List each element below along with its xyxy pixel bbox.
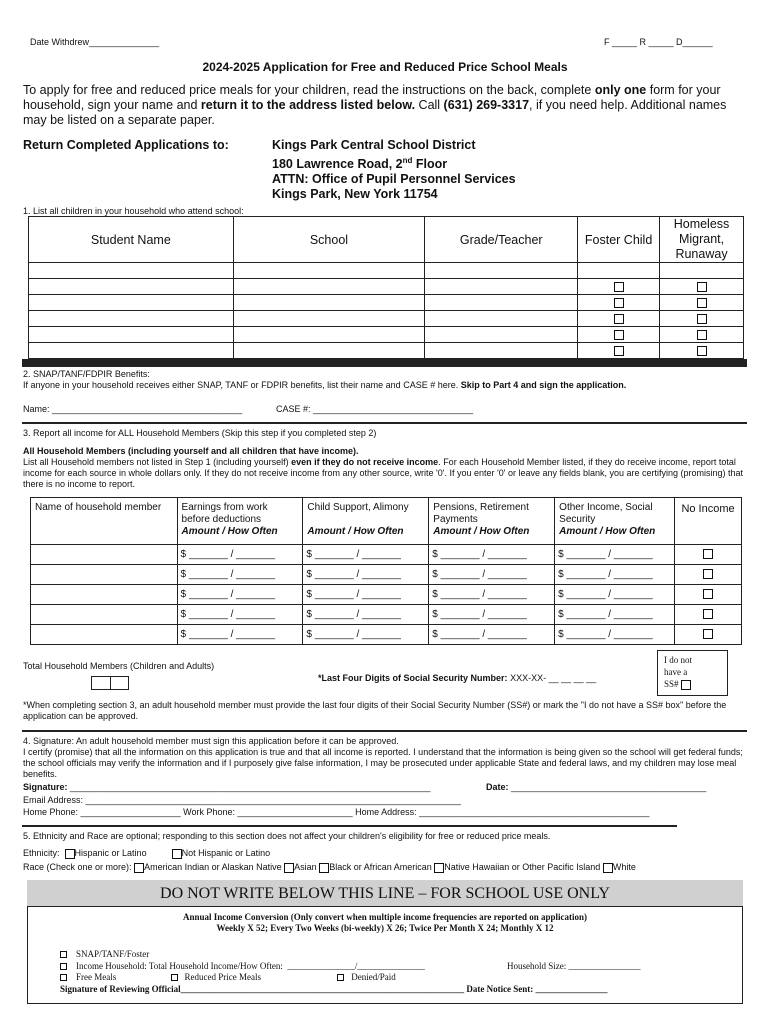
child-row [29,295,744,311]
household-member-row [31,605,742,625]
col-grade-teacher: Grade/Teacher [425,217,578,263]
child-row [29,343,744,359]
child-support-cell[interactable]: $ _______ / _______ [303,585,429,605]
race-black-checkbox[interactable] [319,863,329,873]
grade-teacher-cell[interactable] [425,311,578,327]
grade-teacher-cell[interactable] [425,343,578,359]
foster-checkbox-cell[interactable] [578,295,660,311]
step3-instructions: List all Household members not listed in Step 1 (including yourself) even if they do not receive income. For each Household Member listed, if they do receive income, report total income for each source in whole dollars only. If they do not receive income from any other source, write '0'. If you enter '0' or leave any fields blank, you are certifying (promising) that there is no income to report. [23,457,744,489]
child-support-cell[interactable]: $ _______ / _______ [303,565,429,585]
step3-label: 3. Report all income for ALL Household Members (Skip this step if you completed step 2) [23,428,377,438]
member-name-cell[interactable] [31,585,178,605]
office-snap-checkbox[interactable] [60,951,67,958]
student-name-cell[interactable] [29,343,234,359]
no-income-cell[interactable] [675,605,742,625]
ssn-label: *Last Four Digits of Social Security Number: XXX-XX- __ __ __ __ [318,673,597,683]
ssn-field[interactable]: XXX-XX- __ __ __ __ [510,673,597,683]
member-name-cell[interactable] [31,625,178,645]
child-support-cell[interactable]: $ _______ / _______ [303,545,429,565]
school-cell[interactable] [233,343,425,359]
office-signature-row: Signature of Reviewing Official_______________________________________________________________ Date Notice Sent: ________________ [60,984,608,994]
other-income-cell[interactable]: $ _______ / _______ [555,545,675,565]
pensions-cell[interactable]: $ _______ / _______ [429,625,555,645]
foster-checkbox[interactable] [614,314,624,324]
homeless-checkbox[interactable] [697,330,707,340]
school-cell[interactable] [233,295,425,311]
no-income-checkbox[interactable] [703,589,713,599]
child-support-cell[interactable]: $ _______ / _______ [303,605,429,625]
school-use-header: DO NOT WRITE BELOW THIS LINE – FOR SCHOOL USE ONLY [27,880,743,907]
col-earnings: Earnings from work before deductions Amount / How Often [177,498,303,545]
student-name-cell[interactable] [29,311,234,327]
office-free-checkbox[interactable] [60,974,67,981]
hispanic-checkbox[interactable] [65,849,75,859]
homeless-checkbox-cell[interactable] [660,279,744,295]
earnings-cell[interactable]: $ _______ / _______ [177,605,303,625]
child-row [29,327,744,343]
col-homeless: Homeless Migrant, Runaway [660,217,744,263]
not-hispanic-checkbox[interactable] [172,849,182,859]
step4-label: 4. Signature: An adult household member must sign this application before it can be approved. [23,736,399,746]
race-row: Race (Check one or more): American Indian or Alaskan Native Asian Black or African American Native Hawaiian or Other Pacific Island White [23,862,636,872]
ethnicity-row: Ethnicity: Hispanic or Latino Not Hispanic or Latino [23,848,271,858]
step2-label: 2. SNAP/TANF/FDPIR Benefits: [23,369,150,379]
homeless-checkbox-cell[interactable] [660,311,744,327]
step4-certification: I certify (promise) that all the information on this application is true and that all income is reported. I understand that the information is being given so the school will get federal funds; the school officials may verify the information and if I purposely give false information, I may be prosecuted under applicable State and federal laws, and my children may lose meal benefits. [23,747,743,779]
homeless-checkbox[interactable] [697,346,707,356]
child-row [29,263,744,279]
homeless-checkbox[interactable] [697,298,707,308]
foster-checkbox[interactable] [614,330,624,340]
foster-checkbox[interactable] [614,298,624,308]
foster-checkbox-cell[interactable] [578,279,660,295]
office-denied-checkbox[interactable] [337,974,344,981]
office-snap-row: SNAP/TANF/Foster [60,948,149,960]
foster-checkbox[interactable] [614,346,624,356]
student-name-cell[interactable] [29,263,234,279]
earnings-cell[interactable]: $ _______ / _______ [177,565,303,585]
step1-label: 1. List all children in your household who attend school: [23,206,244,216]
household-member-row [31,625,742,645]
income-table [30,497,742,645]
col-foster-child: Foster Child [578,217,660,263]
conversion-note: Annual Income Conversion (Only convert when multiple income frequencies are reported on application) Weekly X 52; Every Two Weeks (bi-weekly) X 26; Twice Per Month X 24; Monthly X 12 [183,912,587,933]
office-income-row: Income Household: Total Household Income/How Often: _______________/_______________ [60,960,425,972]
earnings-cell[interactable]: $ _______ / _______ [177,625,303,645]
snap-name-field[interactable]: Name: ______________________________________ [23,404,243,414]
date-field[interactable]: Date: _______________________________________ [486,782,707,792]
email-field[interactable]: Email Address: ___________________________________________________________________________ [23,795,461,805]
total-members-label: Total Household Members (Children and Adults) [23,661,215,671]
grade-teacher-cell[interactable] [425,295,578,311]
school-cell[interactable] [233,263,425,279]
no-income-cell[interactable] [675,545,742,565]
member-name-cell[interactable] [31,605,178,625]
col-child-support: Child Support, Alimony Amount / How Often [303,498,429,545]
return-address: Kings Park Central School District 180 Lawrence Road, 2nd Floor ATTN: Office of Pupil Personnel Services Kings Park, New York 11754 [272,138,516,202]
col-no-income: No Income [675,498,742,545]
grade-teacher-cell[interactable] [425,263,578,279]
col-student-name: Student Name [29,217,234,263]
signature-field[interactable]: Signature: ________________________________________________________________________ [23,782,431,792]
no-income-checkbox[interactable] [703,549,713,559]
step2-text: If anyone in your household receives either SNAP, TANF or FDPIR benefits, list their name and CASE # here. Skip to Part 4 and sign the application. [23,380,627,390]
homeless-checkbox-cell[interactable] [660,263,744,279]
office-determination-row: Free Meals Reduced Price Meals Denied/Paid [60,971,396,983]
homeless-checkbox-cell[interactable] [660,327,744,343]
col-school: School [233,217,425,263]
earnings-cell[interactable]: $ _______ / _______ [177,585,303,605]
no-income-cell[interactable] [675,565,742,585]
foster-checkbox-cell[interactable] [578,263,660,279]
no-income-checkbox[interactable] [703,629,713,639]
other-income-cell[interactable]: $ _______ / _______ [555,605,675,625]
student-name-cell[interactable] [29,295,234,311]
section-divider [22,825,677,827]
no-income-cell[interactable] [675,625,742,645]
office-reduced-checkbox[interactable] [171,974,178,981]
no-income-checkbox[interactable] [703,609,713,619]
race-american-indian-checkbox[interactable] [134,863,144,873]
other-income-cell[interactable]: $ _______ / _______ [555,585,675,605]
foster-checkbox-cell[interactable] [578,343,660,359]
earnings-cell[interactable]: $ _______ / _______ [177,545,303,565]
member-name-cell[interactable] [31,545,178,565]
child-row [29,279,744,295]
ssn-note: *When completing section 3, an adult household member must provide the last four digits of their Social Security Number (SS#) or mark the "I do not have a SS# box" before the application can be approved. [23,700,727,721]
household-member-row [31,565,742,585]
no-ssn-box: I do not have a SS# [657,650,728,696]
student-name-cell[interactable] [29,327,234,343]
page-title: 2024-2025 Application for Free and Reduced Price School Meals [202,60,568,74]
pensions-cell[interactable]: $ _______ / _______ [429,585,555,605]
no-income-cell[interactable] [675,585,742,605]
children-table [28,216,744,359]
intro-paragraph: To apply for free and reduced price meals for your children, read the instructions on the back, complete only one form for your household, sign your name and return it to the address listed below. Call (631) 269-3317, if you need help. Additional names may be listed on a separate paper. [23,83,727,127]
foster-checkbox[interactable] [614,282,624,292]
household-member-row [31,545,742,565]
race-hawaiian-checkbox[interactable] [434,863,444,873]
snap-case-field[interactable]: CASE #: ________________________________ [276,404,474,414]
other-income-cell[interactable]: $ _______ / _______ [555,565,675,585]
member-name-cell[interactable] [31,565,178,585]
school-cell[interactable] [233,311,425,327]
office-household-size[interactable]: Household Size: ________________ [507,961,641,971]
race-asian-checkbox[interactable] [284,863,294,873]
grade-teacher-cell[interactable] [425,327,578,343]
school-cell[interactable] [233,327,425,343]
student-name-cell[interactable] [29,279,234,295]
no-income-checkbox[interactable] [703,569,713,579]
household-member-row [31,585,742,605]
pensions-cell[interactable]: $ _______ / _______ [429,545,555,565]
phone-address-fields[interactable]: Home Phone: ____________________ Work Phone: _______________________ Home Address: ______________________________________________ [23,807,650,817]
date-withdrew: Date Withdrew______________ [30,37,160,47]
foster-checkbox-cell[interactable] [578,327,660,343]
pensions-cell[interactable]: $ _______ / _______ [429,565,555,585]
col-other-income: Other Income, Social Security Amount / How Often [555,498,675,545]
section-divider [22,422,747,424]
step3-heading: All Household Members (including yourself and all children that have income). [23,446,359,456]
pensions-cell[interactable]: $ _______ / _______ [429,605,555,625]
other-income-cell[interactable]: $ _______ / _______ [555,625,675,645]
step5-label: 5. Ethnicity and Race are optional; responding to this section does not affect your children's eligibility for free or reduced price meals. [23,831,551,841]
school-cell[interactable] [233,279,425,295]
child-row [29,311,744,327]
grade-teacher-cell[interactable] [425,279,578,295]
office-income-checkbox[interactable] [60,963,67,970]
section-divider [22,730,747,732]
homeless-checkbox[interactable] [697,282,707,292]
homeless-checkbox-cell[interactable] [660,295,744,311]
child-support-cell[interactable]: $ _______ / _______ [303,625,429,645]
foster-checkbox-cell[interactable] [578,311,660,327]
no-ssn-checkbox[interactable] [681,680,691,690]
section-divider [22,359,747,367]
homeless-checkbox-cell[interactable] [660,343,744,359]
return-label: Return Completed Applications to: [23,138,229,152]
homeless-checkbox[interactable] [697,314,707,324]
race-white-checkbox[interactable] [603,863,613,873]
total-members-box[interactable] [91,676,129,690]
col-pensions: Pensions, Retirement Payments Amount / How Often [429,498,555,545]
col-member-name: Name of household member [31,498,178,545]
frd-codes: F _____ R _____ D______ [604,37,713,47]
